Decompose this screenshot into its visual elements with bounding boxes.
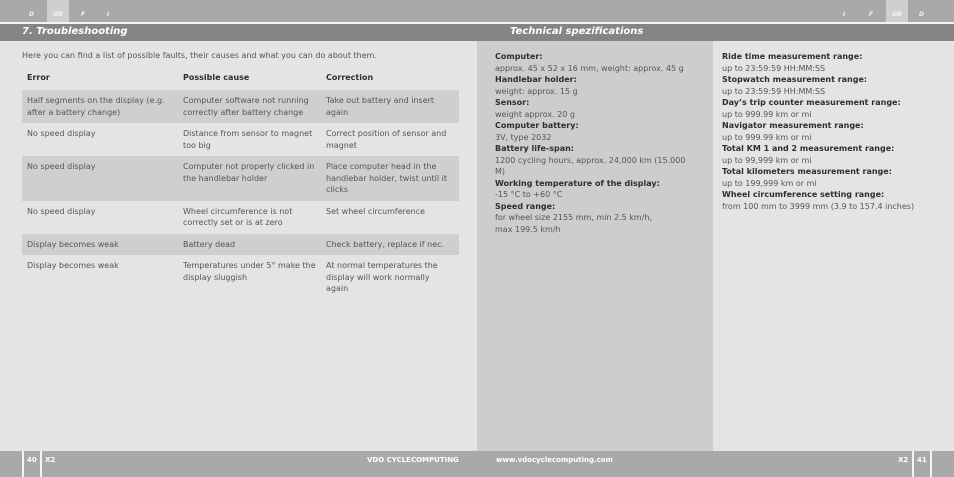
correction-cell: At normal temperatures the display will work normally again bbox=[326, 261, 438, 293]
spec-item-computer bbox=[495, 51, 695, 74]
correction-cell: Check battery, replace if nec. bbox=[321, 234, 459, 256]
spec-label: Speed range: bbox=[495, 201, 556, 211]
error-cell: Display becomes weak bbox=[22, 234, 178, 256]
cause-cell: Computer software not running correctly after battery change bbox=[178, 90, 321, 123]
cause-cell: Wheel circumference is not correctly set or is at zero bbox=[183, 206, 293, 227]
footer-divider bbox=[40, 451, 42, 477]
spec-item-computer-battery bbox=[495, 120, 695, 143]
specs-column-left bbox=[477, 41, 713, 451]
correction-cell: Correct position of sensor and magnet bbox=[326, 129, 447, 150]
specs-column-right bbox=[722, 51, 954, 212]
spec-label: Wheel circumference setting range: bbox=[722, 190, 885, 199]
spec-value: approx. 45 x 52 x 16 mm, weight: approx. 45 g bbox=[495, 63, 684, 73]
cause-cell: Distance from sensor to magnet too big bbox=[183, 129, 313, 150]
spec-label: Day’s trip counter measurement range: bbox=[722, 98, 901, 107]
spec-item-ride-time bbox=[722, 51, 954, 74]
lang-tab-f-right[interactable]: F bbox=[869, 11, 874, 18]
spec-value: up to 199,999 km or mi bbox=[722, 178, 817, 188]
correction-cell: Place computer head in the handlebar holder, twist until it clicks bbox=[321, 156, 459, 201]
spec-label: Total kilometers measurement range: bbox=[722, 167, 892, 176]
page-number-left: 40 bbox=[27, 456, 37, 464]
page-footer bbox=[0, 451, 954, 477]
error-cell: No speed display bbox=[22, 156, 178, 201]
spec-item-sensor bbox=[495, 97, 695, 120]
lang-tab-d-left[interactable]: D bbox=[29, 11, 34, 18]
spec-label: Sensor: bbox=[495, 98, 530, 107]
spec-value: weight approx. 20 g bbox=[495, 109, 575, 119]
footer-divider bbox=[22, 451, 24, 477]
lang-tab-d-right[interactable]: D bbox=[919, 11, 924, 18]
error-cell: No speed display bbox=[27, 206, 96, 216]
spec-item-wheel-circumference bbox=[722, 189, 954, 212]
spec-item-battery-life bbox=[495, 143, 695, 178]
correction-cell: Take out battery and insert again bbox=[321, 90, 459, 123]
model-name-left: X2 bbox=[45, 456, 56, 464]
section-header-bar bbox=[0, 24, 954, 41]
column-header-error: Error bbox=[27, 73, 50, 82]
spec-item-day-trip bbox=[722, 97, 954, 120]
spec-item-navigator bbox=[722, 120, 954, 143]
page-number-right: 41 bbox=[917, 456, 927, 464]
spec-value: up to 23:59:59 HH:MM:SS bbox=[722, 63, 826, 73]
footer-divider bbox=[912, 451, 914, 477]
spec-item-speed-range bbox=[495, 201, 695, 236]
spec-label: Total KM 1 and 2 measurement range: bbox=[722, 144, 895, 153]
troubleshooting-table bbox=[22, 70, 459, 300]
error-cell: Display becomes weak bbox=[27, 261, 119, 270]
spec-label: Handlebar holder: bbox=[495, 75, 577, 84]
spec-value: up to 99,999 km or mi bbox=[722, 155, 812, 165]
error-cell: Half segments on the display (e.g. after a battery change) bbox=[22, 90, 178, 123]
spec-label: Battery life-span: bbox=[495, 144, 575, 153]
table-row bbox=[22, 201, 459, 234]
table-header-row bbox=[22, 70, 459, 90]
spec-value: for wheel size 2155 mm, min 2.5 km/h, max 199.5 km/h bbox=[495, 213, 653, 234]
cause-cell: Battery dead bbox=[178, 234, 321, 256]
spec-item-stopwatch bbox=[722, 74, 954, 97]
tech-spec-title: Technical spezifications bbox=[510, 26, 644, 37]
spec-value: 1200 cycling hours, approx. 24,000 km (15.000 M) bbox=[495, 155, 686, 176]
spec-label: Computer: bbox=[495, 52, 543, 61]
table-row bbox=[22, 255, 459, 300]
language-bar bbox=[0, 0, 954, 22]
website-link[interactable]: www.vdocyclecomputing.com bbox=[496, 456, 613, 464]
spec-label: Stopwatch measurement range: bbox=[722, 75, 868, 84]
lang-tab-f-left[interactable]: F bbox=[81, 11, 86, 18]
column-header-correction: Correction bbox=[326, 73, 374, 82]
model-name-right: X2 bbox=[898, 456, 909, 464]
spec-item-total-km bbox=[722, 143, 954, 166]
table-row bbox=[22, 234, 459, 256]
spec-value: up to 999.99 km or mi bbox=[722, 109, 812, 119]
error-cell: No speed display bbox=[27, 129, 96, 138]
brand-name: VDO CYCLECOMPUTING bbox=[367, 456, 459, 464]
cause-cell: Temperatures under 5° make the display sluggish bbox=[183, 261, 316, 282]
table-row bbox=[22, 156, 459, 201]
cause-cell: Computer not properly clicked in the handlebar holder bbox=[178, 156, 321, 201]
lang-tab-i-left[interactable]: I bbox=[107, 11, 110, 18]
spec-label: Working temperature of the display: bbox=[495, 178, 660, 188]
spec-value: 3V, type 2032 bbox=[495, 132, 552, 142]
lang-tab-gb-left[interactable]: GB bbox=[47, 0, 69, 22]
spec-value: -15 °C to +60 °C bbox=[495, 190, 563, 199]
spec-item-total-kilometers bbox=[722, 166, 954, 189]
footer-divider bbox=[930, 451, 932, 477]
spec-value: weight: approx. 15 g bbox=[495, 86, 578, 96]
lang-tab-i-right[interactable]: I bbox=[843, 11, 846, 18]
table-row bbox=[22, 123, 459, 156]
spec-label: Computer battery: bbox=[495, 121, 579, 130]
spec-value: from 100 mm to 3999 mm (3.9 to 157.4 inches) bbox=[722, 201, 915, 211]
troubleshooting-intro: Here you can find a list of possible faults, their causes and what you can do about them. bbox=[22, 51, 377, 60]
troubleshooting-title: 7. Troubleshooting bbox=[22, 26, 128, 37]
table-row bbox=[22, 90, 459, 123]
spec-value: up to 23:59:59 HH:MM:SS bbox=[722, 86, 826, 96]
spec-label: Navigator measurement range: bbox=[722, 121, 864, 130]
correction-cell: Set wheel circumference bbox=[326, 206, 426, 216]
spec-item-handlebar-holder bbox=[495, 74, 695, 97]
spec-item-working-temperature bbox=[495, 178, 695, 201]
lang-tab-gb-right[interactable]: GB bbox=[886, 0, 908, 22]
spec-value: up to 999.99 km or mi bbox=[722, 132, 812, 142]
column-header-cause: Possible cause bbox=[183, 73, 250, 82]
spec-label: Ride time measurement range: bbox=[722, 52, 863, 61]
